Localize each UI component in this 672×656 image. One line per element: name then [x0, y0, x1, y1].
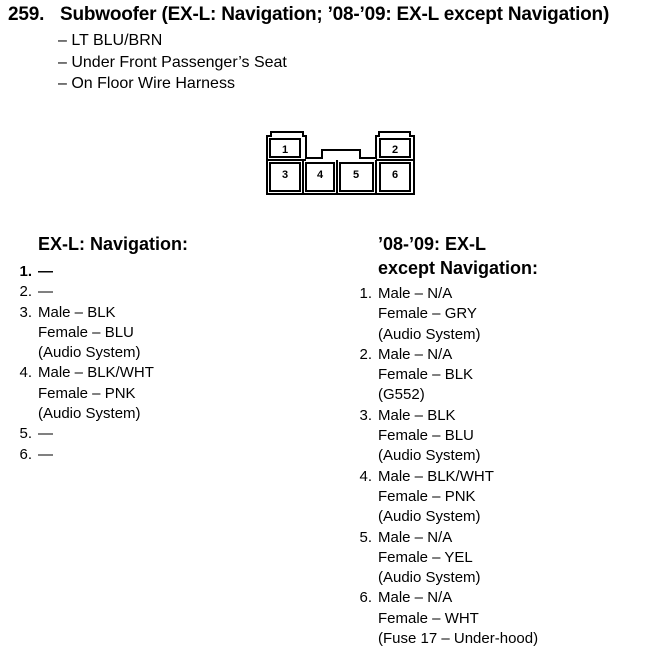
pin-line: —	[38, 283, 53, 301]
pin-index: 3.	[19, 303, 32, 321]
pin-index: 3.	[359, 406, 372, 424]
pin-label-6: 6	[391, 169, 399, 181]
pin-label-5: 5	[352, 169, 360, 181]
pin-index: 5.	[19, 425, 32, 443]
pin-entry	[350, 406, 538, 467]
page-title	[8, 4, 609, 26]
location: – Under Front Passenger’s Seat	[58, 53, 287, 71]
pin-entry	[350, 345, 538, 406]
pin-line: Male – BLK	[378, 406, 456, 424]
pin-line: —	[38, 263, 53, 280]
right-column-title	[378, 232, 538, 280]
item-title: Subwoofer (EX-L: Navigation; ’08-’09: EX-L except Navigation)	[60, 4, 610, 25]
pin-entry	[10, 424, 154, 444]
pin-line: Female – PNK	[38, 384, 136, 402]
pin-line: Female – BLU	[38, 323, 134, 341]
pin-line: —	[38, 425, 53, 443]
pin-line: Female – BLK	[378, 366, 474, 384]
pin-line: Male – BLK/WHT	[378, 467, 494, 485]
item-number: 259.	[8, 4, 45, 25]
pin-entry	[10, 363, 154, 424]
pin-index: 1.	[19, 263, 32, 280]
pin-index: 6.	[19, 445, 32, 463]
pin-line: Male – N/A	[378, 285, 453, 302]
pin-entry	[350, 528, 538, 589]
left-column-title: EX-L: Navigation:	[38, 234, 189, 254]
pin-entry	[10, 262, 154, 282]
pin-line: —	[38, 445, 53, 463]
pin-label-1: 1	[281, 144, 289, 156]
pin-line: Male – BLK/WHT	[38, 364, 154, 382]
pin-index: 2.	[359, 345, 372, 363]
harness: – On Floor Wire Harness	[58, 75, 235, 92]
right-title-line-1: ’08-’09: EX-L	[378, 234, 487, 254]
pin-entry	[350, 284, 538, 345]
pin-label-3: 3	[281, 169, 289, 181]
pin-entry	[10, 303, 154, 364]
right-title-line-2: except Navigation:	[378, 258, 539, 278]
pin-entry	[10, 445, 154, 465]
pin-line: (Audio System)	[378, 508, 481, 526]
pin-label-4: 4	[316, 169, 324, 181]
pin-index: 6.	[359, 589, 372, 607]
pin-line: Male – N/A	[378, 589, 453, 607]
left-pin-list	[10, 262, 154, 465]
pin-line: Male – BLK	[38, 303, 116, 321]
pin-entry	[10, 282, 154, 302]
pin-line: Female – WHT	[378, 609, 479, 627]
pin-index: 2.	[19, 283, 32, 301]
pin-line: Female – BLU	[378, 427, 474, 445]
pin-line: Female – YEL	[378, 548, 473, 566]
pin-line: (Audio System)	[38, 405, 141, 423]
connector-details	[58, 30, 287, 95]
pin-label-2: 2	[391, 144, 399, 156]
pin-line: (G552)	[378, 386, 425, 404]
pin-line: Female – GRY	[378, 305, 477, 323]
pin-index: 5.	[359, 528, 372, 546]
pin-line: (Audio System)	[38, 344, 141, 362]
pin-line: Male – N/A	[378, 345, 453, 363]
pin-index: 4.	[19, 364, 32, 382]
pin-line: (Fuse 17 – Under-hood)	[378, 630, 539, 648]
connector-diagram	[264, 130, 416, 196]
right-pin-list	[350, 284, 538, 649]
pin-line: Female – PNK	[378, 487, 476, 505]
pin-index: 4.	[359, 467, 372, 485]
pin-line: (Audio System)	[378, 447, 481, 465]
pin-line: (Audio System)	[378, 569, 481, 587]
pin-entry	[350, 467, 538, 528]
wire-color: – LT BLU/BRN	[58, 32, 163, 49]
pin-entry	[350, 588, 538, 649]
pin-line: Male – N/A	[378, 528, 453, 546]
pin-index: 1.	[359, 285, 372, 302]
pin-line: (Audio System)	[378, 325, 481, 343]
